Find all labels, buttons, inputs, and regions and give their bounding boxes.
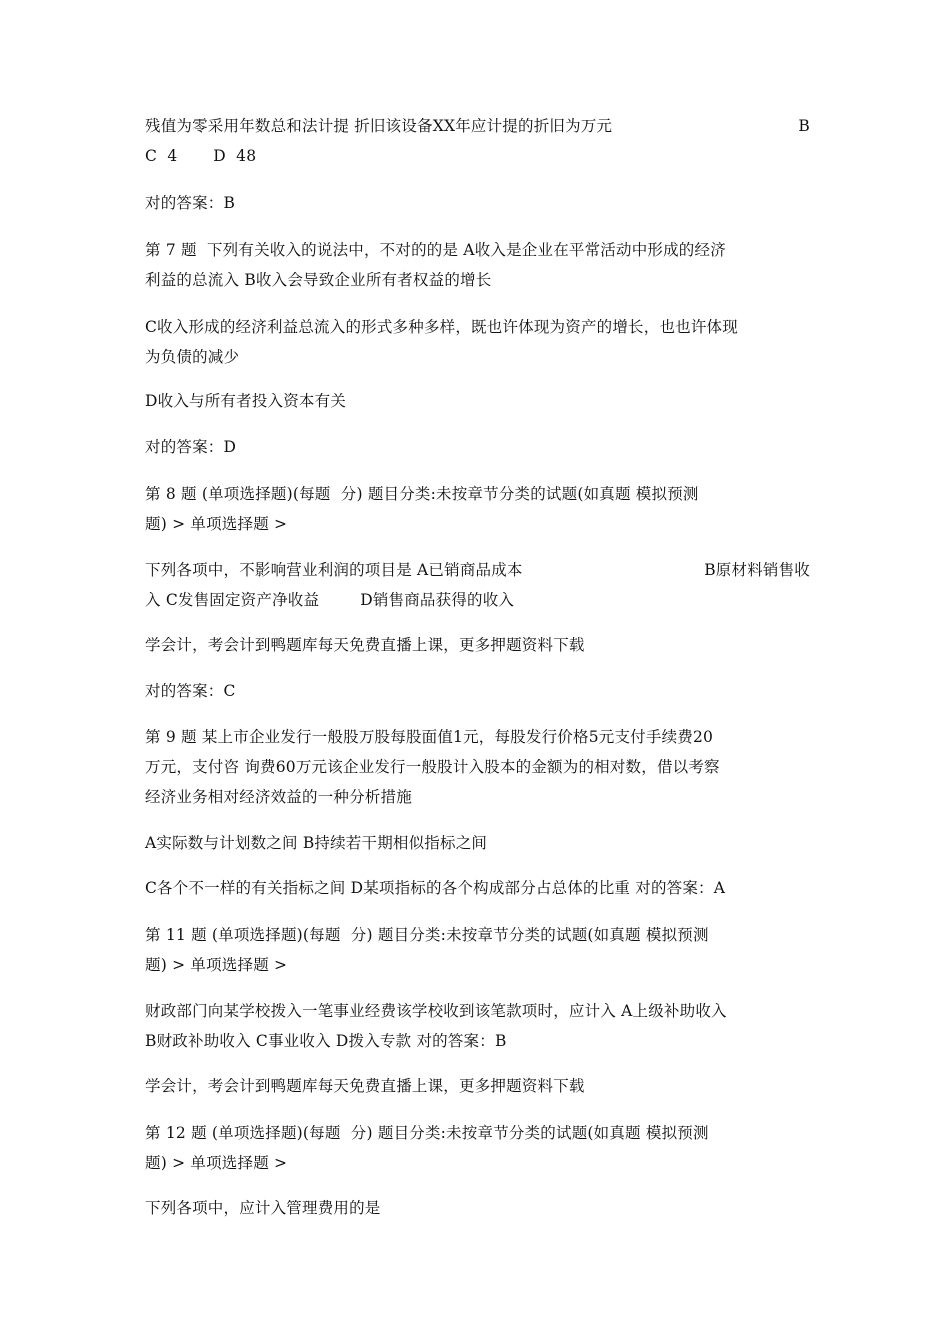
text-line: D收入与所有者投入资本有关 xyxy=(145,392,347,410)
text-line: 下列各项中，应计入管理费用的是 xyxy=(145,1199,381,1217)
answer-line: 对的答案：D xyxy=(145,438,237,456)
ad-line: 学会计，考会计到鸭题库每天免费直播上课，更多押题资料下载 xyxy=(145,636,585,654)
question-heading: 第 8 题 (单项选择题)(每题 分) 题目分类:未按章节分类的试题(如真题 模拟预测 xyxy=(145,485,699,503)
answer-line: 对的答案：B xyxy=(145,194,236,212)
question-heading: 第 7 题 下列有关收入的说法中，不对的的是 A收入是企业在平常活动中形成的经济 xyxy=(145,241,726,259)
text-line: 财政部门向某学校拨入一笔事业经费该学校收到该笔款项时，应计入 A上级补助收入 xyxy=(145,1002,727,1020)
ad-line: 学会计，考会计到鸭题库每天免费直播上课，更多押题资料下载 xyxy=(145,1077,585,1095)
question-heading: 第 9 题 某上市企业发行一般股万股每股面值1元，每股发行价格5元支付手续费20 xyxy=(145,728,714,746)
text-line: 万元，支付咨 询费60万元该企业发行一般股计入股本的金额为的相对数，借以考察 xyxy=(145,758,720,776)
question-heading: 第 11 题 (单项选择题)(每题 分) 题目分类:未按章节分类的试题(如真题 模拟预测 xyxy=(145,926,709,944)
text-line: A实际数与计划数之间 B持续若干期相似指标之间 xyxy=(145,834,488,852)
text-line: C各个不一样的有关指标之间 D某项指标的各个构成部分占总体的比重 对的答案：A xyxy=(145,879,726,897)
text-line: 题) > 单项选择题 > xyxy=(145,1154,288,1172)
text-line: 入 C发售固定资产净收益 D销售商品获得的收入 xyxy=(145,591,515,609)
question-heading: 第 12 题 (单项选择题)(每题 分) 题目分类:未按章节分类的试题(如真题 模拟预测 xyxy=(145,1124,709,1142)
text-line: C 4 D 48 xyxy=(145,147,257,165)
text-line: 为负债的减少 xyxy=(145,348,240,366)
text-line: C收入形成的经济利益总流入的形式多种多样，既也许体现为资产的增长，也也许体现 xyxy=(145,318,738,336)
text-line: 利益的总流入 B收入会导致企业所有者权益的增长 xyxy=(145,271,492,289)
text-line: 题) > 单项选择题 > xyxy=(145,956,288,974)
text-line: B财政补助收入 C事业收入 D拨入专款 对的答案：B xyxy=(145,1032,507,1050)
text-line: 题) > 单项选择题 > xyxy=(145,515,288,533)
text-line: 残值为零采用年数总和法计提 折旧该设备XX年应计提的折旧为万元 B xyxy=(145,117,810,135)
text-line: 经济业务相对经济效益的一种分析措施 xyxy=(145,788,412,806)
text-line: 下列各项中，不影响营业利润的项目是 A已销商品成本 B原材料销售收 xyxy=(145,561,810,579)
answer-line: 对的答案：C xyxy=(145,682,236,700)
